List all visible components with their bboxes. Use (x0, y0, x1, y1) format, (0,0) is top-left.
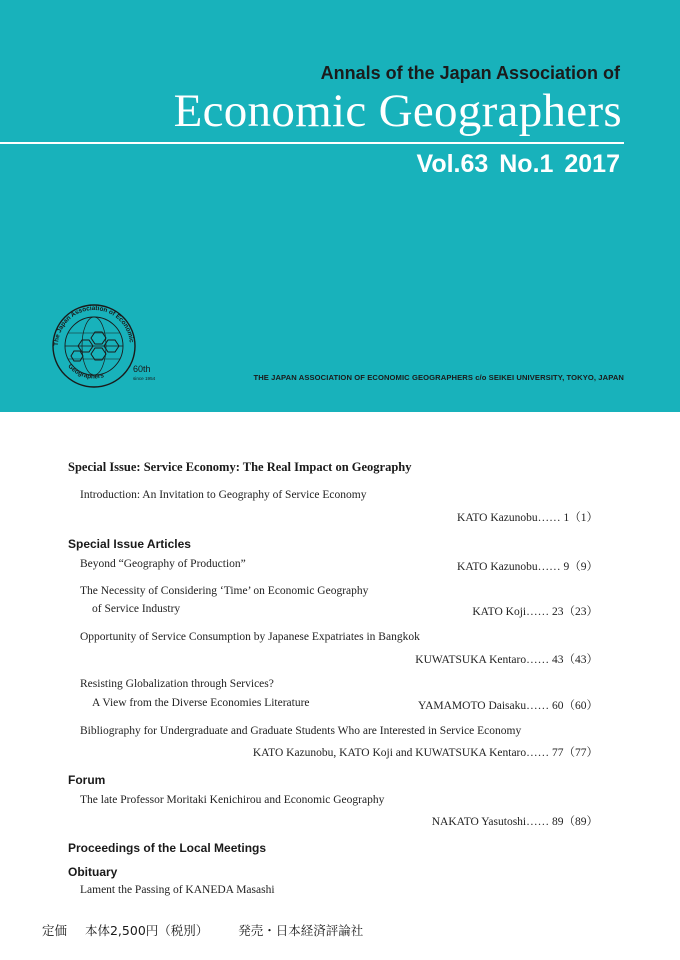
journal-subtitle: Annals of the Japan Association of (320, 63, 620, 83)
cover-band (0, 0, 680, 412)
special-issue-heading: Special Issue: Service Economy: The Real Impact on Geography (68, 460, 412, 474)
toc-entry-title: Opportunity of Service Consumption by Japanese Expatriates in Bangkok (80, 631, 420, 643)
toc-entry-title-continued: A View from the Diverse Economies Literature (92, 697, 310, 709)
toc-entry-title: The Necessity of Considering ‘Time’ on Economic Geography (80, 585, 369, 597)
price-value: 本体2,500円（税別） (84, 923, 209, 938)
distributor: 発売・日本経済評論社 (238, 923, 364, 938)
toc-entry-author: KATO Koji…… 23（23） (472, 606, 598, 618)
toc-entry-title-continued: of Service Industry (92, 603, 181, 615)
logo-since: since 1954 (133, 376, 156, 381)
toc-entry-title: The late Professor Moritaki Kenichirou and Economic Geography (80, 794, 385, 806)
toc-entry-author: KATO Kazunobu…… 1（1） (457, 512, 598, 524)
toc-entry-title: Introduction: An Invitation to Geography of Service Economy (80, 489, 367, 501)
toc-entry-author: YAMAMOTO Daisaku…… 60（60） (418, 700, 598, 712)
publisher-address: THE JAPAN ASSOCIATION OF ECONOMIC GEOGRAPHERS c/o SEIKEI UNIVERSITY, TOKYO, JAPAN (253, 373, 624, 382)
toc-entry-title: Lament the Passing of KANEDA Masashi (80, 884, 275, 896)
journal-title: Economic Geographers (173, 85, 622, 137)
toc-entry-author: KATO Kazunobu…… 9（9） (457, 561, 598, 573)
logo-ring-text: The Japan Association of Economic (52, 304, 135, 347)
forum-heading: Forum (68, 773, 106, 787)
price-label: 定価 (42, 923, 68, 938)
toc-entry-author: NAKATO Yasutoshi…… 89（89） (431, 816, 598, 828)
toc-entry-title: Beyond “Geography of Production” (80, 558, 246, 570)
table-of-contents (0, 412, 680, 960)
association-logo (44, 300, 164, 390)
proceedings-heading: Proceedings of the Local Meetings (68, 841, 267, 855)
logo-ring-text-bottom: Geographers (66, 362, 105, 381)
toc-entry-author: KATO Kazunobu, KATO Koji and KUWATSUKA Kentaro…… 77（77） (252, 747, 598, 759)
articles-heading: Special Issue Articles (68, 537, 191, 551)
title-rule (0, 142, 624, 144)
issue-number: Vol.63 No.1 2017 (416, 150, 620, 178)
toc-entry-title: Resisting Globalization through Services? (80, 678, 274, 690)
toc-entry-author: KUWATSUKA Kentaro…… 43（43） (415, 654, 598, 666)
logo-anniversary: 60th (133, 364, 151, 374)
toc-entry-title: Bibliography for Undergraduate and Graduate Students Who are Interested in Service Economy (80, 725, 522, 737)
obituary-heading: Obituary (68, 865, 118, 879)
price-line (42, 921, 363, 939)
